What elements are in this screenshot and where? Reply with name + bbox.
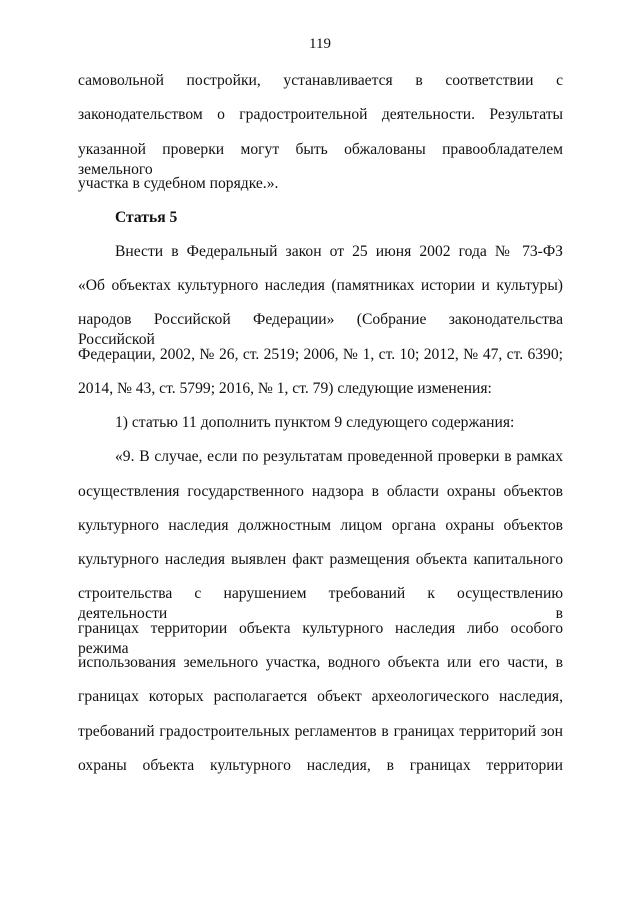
text-line: культурного наследия выявлен факт размещения объекта капитального	[78, 551, 563, 568]
article-heading: Статья 5	[115, 209, 178, 226]
text-line: самовольной постройки, устанавливается в соответствии с	[78, 72, 563, 89]
text-line: строительства с нарушением требований к осуществлению деятельности в	[78, 585, 563, 622]
text-line: границах которых располагается объект археологического наследия,	[78, 688, 563, 705]
text-line: 2014, № 43, ст. 5799; 2016, № 1, ст. 79) следующие изменения:	[78, 380, 492, 397]
text-line: «9. В случае, если по результатам проведенной проверки в рамках	[115, 448, 563, 465]
text-line: Федерации, 2002, № 26, ст. 2519; 2006, № 1, ст. 10; 2012, № 47, ст. 6390;	[78, 346, 563, 363]
text-line: использования земельного участка, водного объекта или его части, в	[78, 654, 563, 671]
text-line: законодательством о градостроительной деятельности. Результаты	[78, 106, 563, 123]
text-line: участка в судебном порядке.».	[78, 175, 279, 192]
text-line: народов Российской Федерации» (Собрание законодательства Российской	[78, 311, 563, 348]
text-line: указанной проверки могут быть обжалованы правообладателем земельного	[78, 141, 563, 178]
page-number: 119	[309, 36, 331, 52]
text-line: границах территории объекта культурного наследия либо особого режима	[78, 620, 563, 657]
text-line: Внести в Федеральный закон от 25 июня 2002 года № 73-ФЗ	[115, 243, 563, 260]
text-line: осуществления государственного надзора в области охраны объектов	[78, 483, 563, 500]
text-line: 1) статью 11 дополнить пунктом 9 следующего содержания:	[115, 414, 515, 431]
text-line: требований градостроительных регламентов в границах территорий зон	[78, 723, 563, 740]
text-line: охраны объекта культурного наследия, в границах территории	[78, 757, 563, 774]
text-line: «Об объектах культурного наследия (памятниках истории и культуры)	[78, 277, 563, 294]
text-line: культурного наследия должностным лицом органа охраны объектов	[78, 517, 563, 534]
